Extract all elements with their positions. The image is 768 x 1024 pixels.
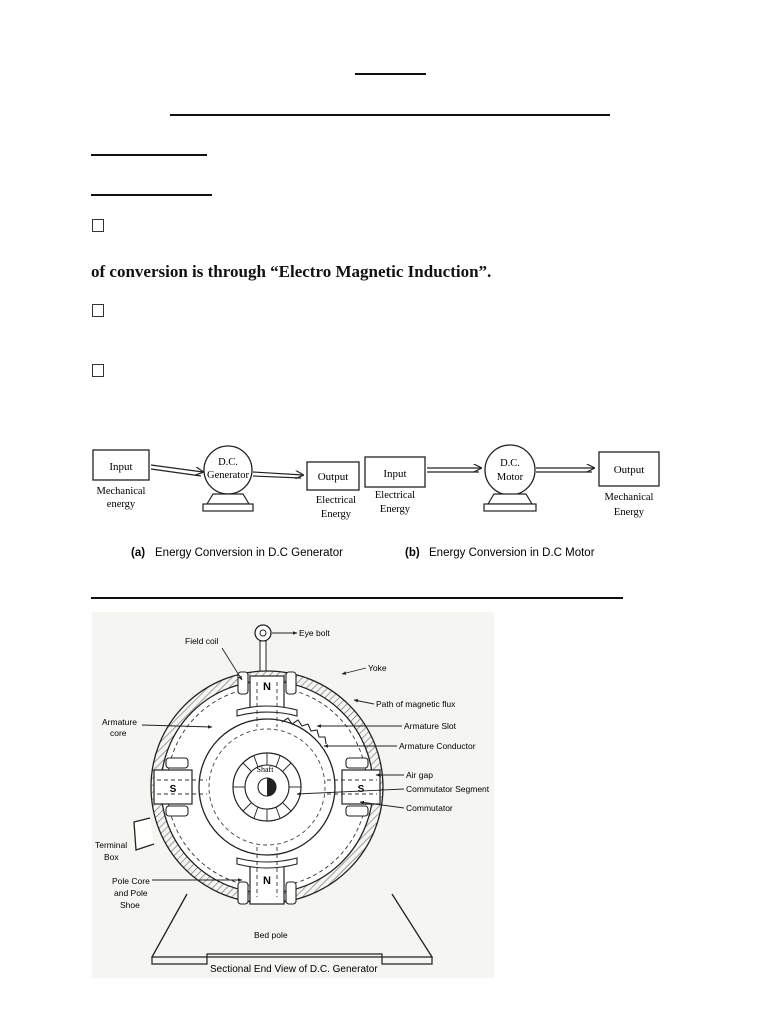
- svg-text:energy: energy: [106, 499, 136, 510]
- caption-b-tag: (b): [405, 547, 420, 559]
- svg-text:Generator: Generator: [207, 470, 249, 481]
- svg-text:Commutator Segment: Commutator Segment: [406, 784, 490, 794]
- svg-text:Commutator: Commutator: [406, 803, 453, 813]
- svg-text:Shoe: Shoe: [120, 900, 140, 910]
- bullet-glyph-2: [92, 304, 104, 317]
- svg-text:Eye bolt: Eye bolt: [299, 628, 330, 638]
- caption-a-tag: (a): [131, 547, 146, 559]
- energy-conversion-figure: [85, 440, 665, 575]
- svg-text:Output: Output: [613, 464, 645, 476]
- svg-text:Energy: Energy: [320, 509, 352, 520]
- svg-text:D.C.: D.C.: [500, 458, 520, 469]
- svg-text:Input: Input: [109, 461, 133, 473]
- svg-text:Field coil: Field coil: [185, 636, 219, 646]
- motor-diagram: [365, 445, 659, 518]
- svg-text:Terminal: Terminal: [95, 840, 128, 850]
- body-text-line: of conversion is through “Electro Magnetic Induction”.: [91, 262, 492, 281]
- generator-section-underline: [91, 597, 623, 599]
- svg-text:S: S: [357, 784, 365, 795]
- svg-text:Box: Box: [104, 852, 119, 862]
- svg-text:core: core: [110, 728, 127, 738]
- svg-text:Armature Slot: Armature Slot: [404, 721, 456, 731]
- svg-text:Input: Input: [383, 468, 407, 480]
- title-underline: [355, 73, 426, 75]
- svg-text:Pole Core: Pole Core: [112, 876, 150, 886]
- svg-text:N: N: [263, 875, 271, 887]
- svg-text:Path of magnetic flux: Path of magnetic flux: [376, 699, 456, 709]
- svg-text:Output: Output: [317, 471, 349, 483]
- svg-text:Air gap: Air gap: [406, 770, 433, 780]
- section-underline-2: [91, 194, 212, 196]
- svg-text:and Pole: and Pole: [114, 888, 148, 898]
- svg-text:Bed pole: Bed pole: [254, 930, 288, 940]
- bullet-glyph-1: [92, 219, 104, 232]
- svg-text:Mechanical: Mechanical: [96, 486, 146, 497]
- section-underline-1: [91, 154, 207, 156]
- svg-text:Energy: Energy: [613, 507, 645, 518]
- eye-bolt: [255, 625, 271, 641]
- generator-diagram: [93, 446, 359, 520]
- svg-text:Shaft: Shaft: [256, 765, 274, 774]
- svg-text:D.C.: D.C.: [218, 457, 238, 468]
- svg-text:Armature: Armature: [102, 717, 137, 727]
- motor-circle: [485, 445, 535, 495]
- svg-text:N: N: [263, 681, 271, 693]
- subtitle-underline: [170, 114, 610, 116]
- caption-a: Energy Conversion in D.C Generator: [155, 547, 343, 559]
- caption-b: Energy Conversion in D.C Motor: [429, 547, 595, 559]
- svg-text:S: S: [169, 784, 177, 795]
- generator-sectional-figure: [92, 612, 494, 978]
- generator-caption: Sectional End View of D.C. Generator: [210, 964, 378, 975]
- svg-text:Motor: Motor: [496, 472, 524, 483]
- bullet-glyph-3: [92, 364, 104, 377]
- svg-text:Electrical: Electrical: [374, 490, 416, 501]
- svg-text:Armature Conductor: Armature Conductor: [399, 741, 476, 751]
- svg-text:Yoke: Yoke: [368, 663, 387, 673]
- svg-text:Mechanical: Mechanical: [604, 492, 654, 503]
- svg-text:Electrical: Electrical: [315, 495, 357, 506]
- svg-text:Energy: Energy: [379, 504, 411, 515]
